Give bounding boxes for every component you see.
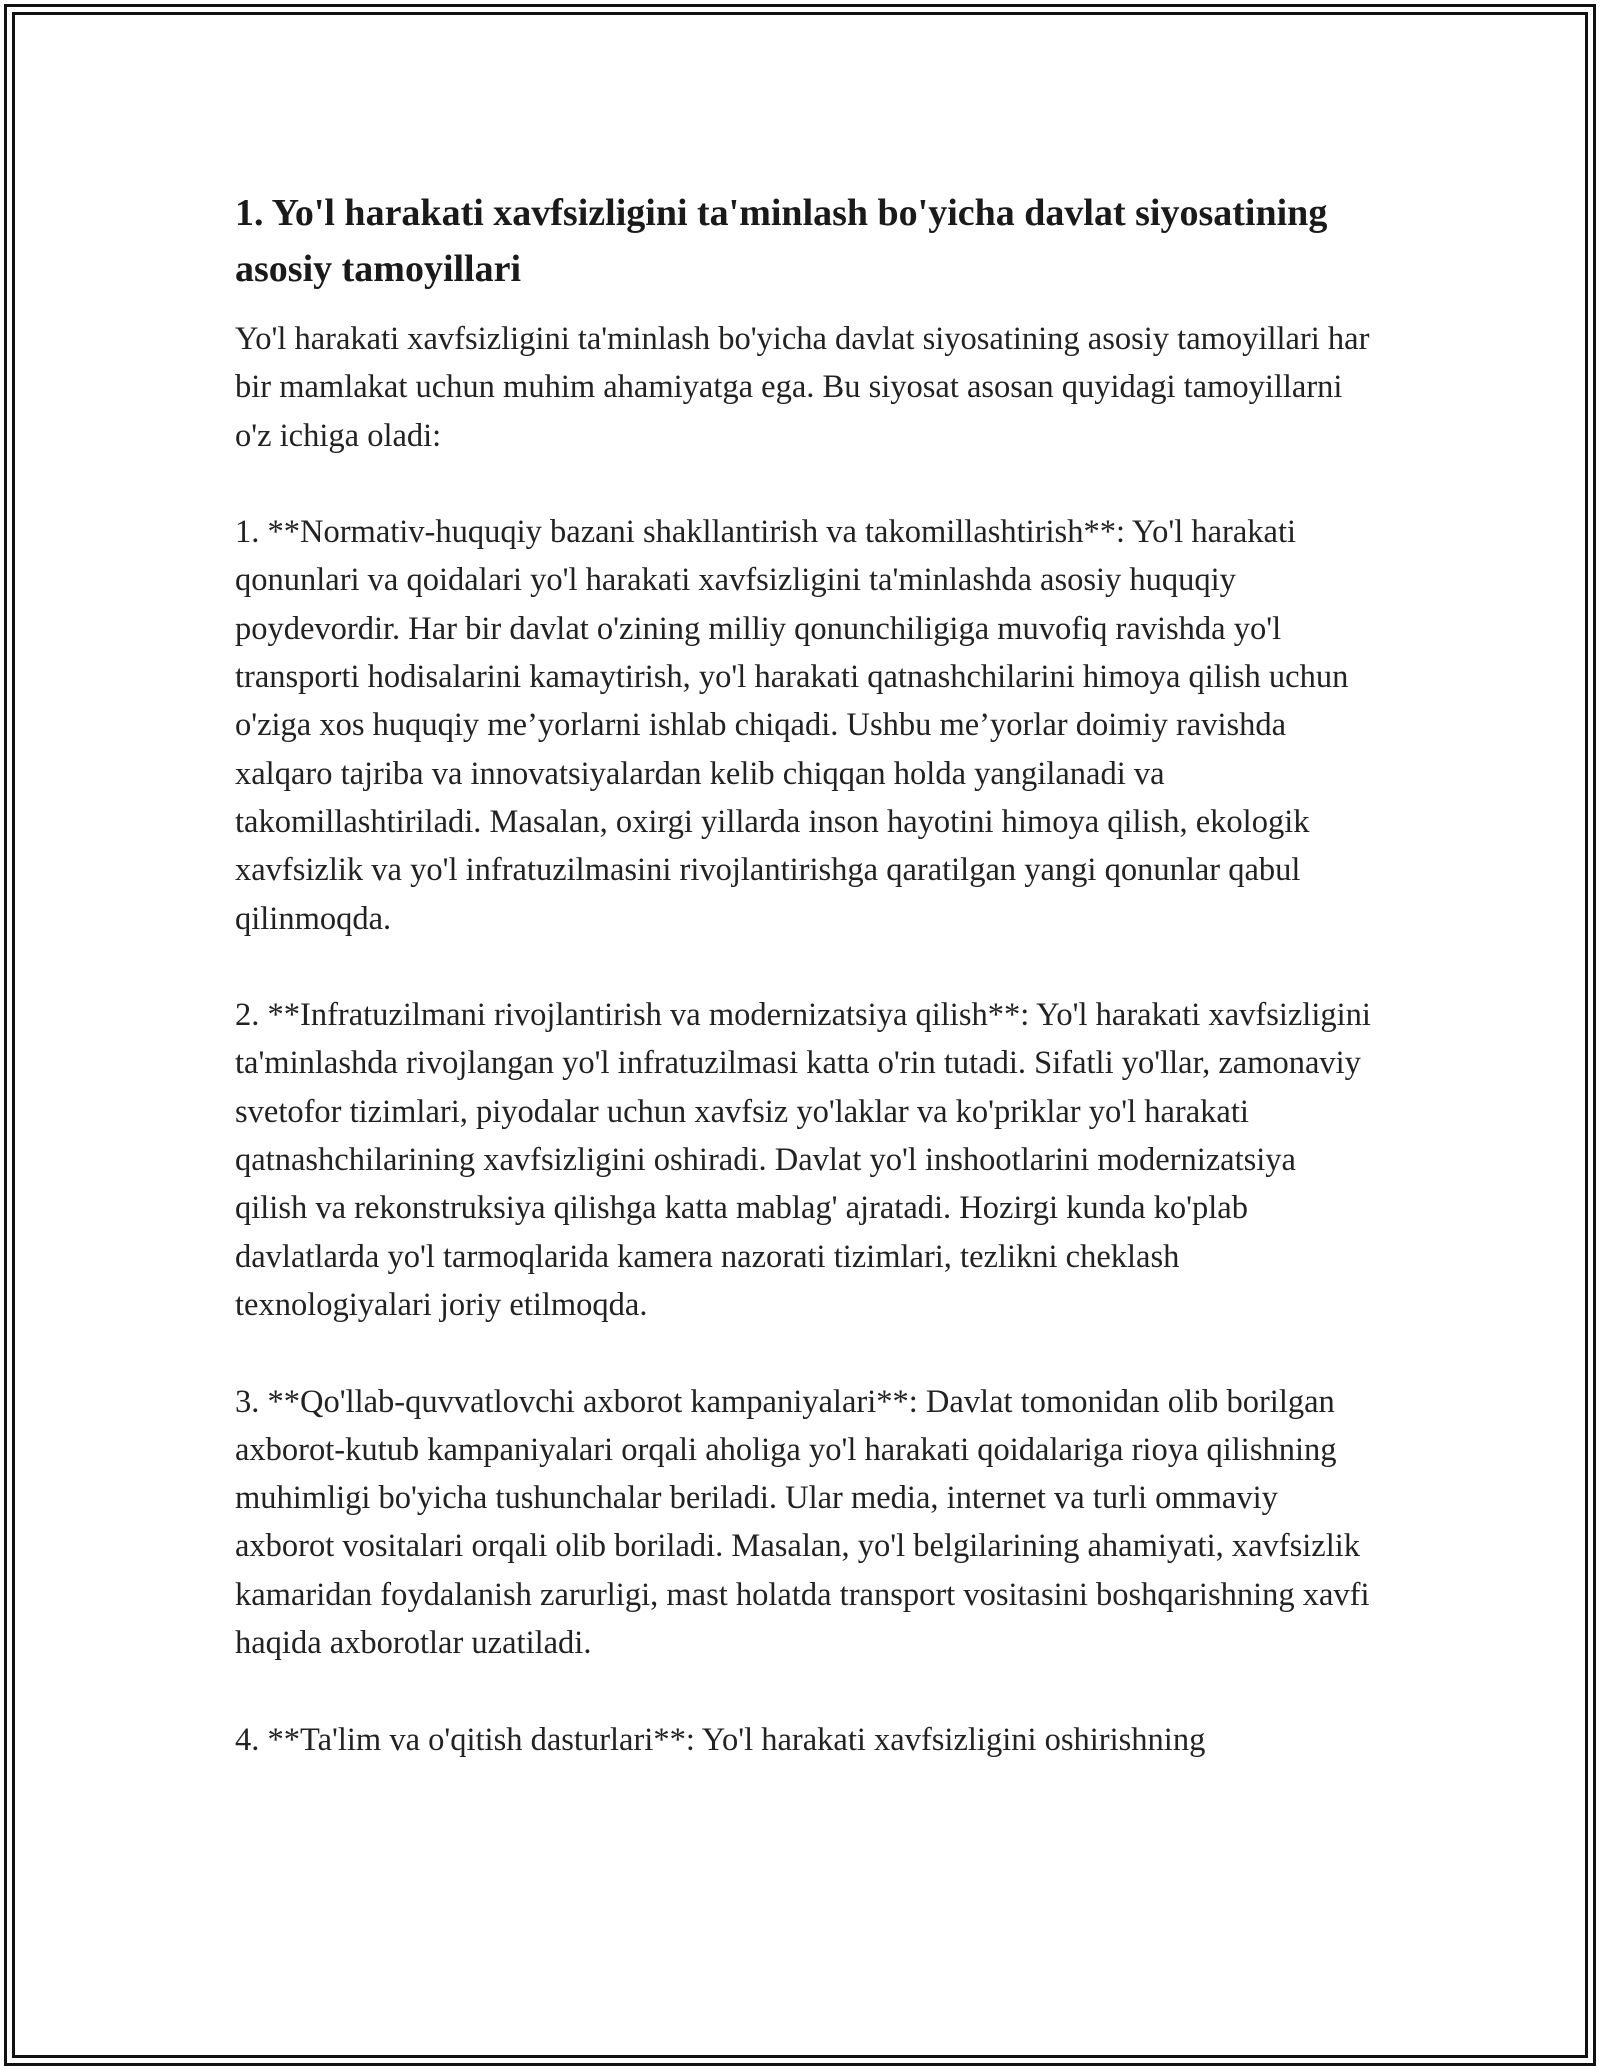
document-body [235,185,1375,1812]
document-title: 1. Yo'l harakati xavfsizligini ta'minlash bo'yicha davlat siyosatining asosiy tamoyillari [235,192,1328,290]
paragraph-item-2: 2. **Infratuzilmani rivojlantirish va modernizatsiya qilish**: Yo'l harakati xavfsizligini ta'minlashda rivojlangan yo'l infratuzilmasi katta o'rin tutadi. Sifatli yo'llar, zamonaviy svetofor tizimlari, piyodalar uchun xavfsiz yo'laklar va ko'priklar yo'l harakati qatnashchilarining xavfsizligini oshiradi. Davlat yo'l inshootlarini modernizatsiya qilish va rekonstruksiya qilishga katta mablag' ajratadi. Hozirgi kunda ko'plab davlatlarda yo'l tarmoqlarida kamera nazorati tizimlari, tezlikni cheklash texnologiyalari joriy etilmoqda. [235,997,1371,1323]
paragraph-item-1: 1. **Normativ-huquqiy bazani shakllantirish va takomillashtirish**: Yo'l harakati qonunlari va qoidalari yo'l harakati xavfsizligini ta'minlashda asosiy huquqiy poydevordir. Har bir davlat o'zining milliy qonunchiligiga muvofiq ravishda yo'l transporti hodisalarini kamaytirish, yo'l harakati qatnashchilarini himoya qilish uchun o'ziga xos huquqiy me’yorlarni ishlab chiqadi. Ushbu me’yorlar doimiy ravishda xalqaro tajriba va innovatsiyalardan kelib chiqqan holda yangilanadi va takomillashtiriladi. Masalan, oxirgi yillarda inson hayotini himoya qilish, ekologik xavfsizlik va yo'l infratuzilmasini rivojlantirishga qaratilgan yangi qonunlar qabul qilinmoqda. [235,514,1349,937]
paragraph-item-3: 3. **Qo'llab-quvvatlovchi axborot kampaniyalari**: Davlat tomonidan olib borilgan axborot-kutub kampaniyalari orqali aholiga yo'l harakati qoidalariga rioya qilishning muhimligi bo'yicha tushunchalar beriladi. Ular media, internet va turli ommaviy axborot vositalari orqali olib boriladi. Masalan, yo'l belgilarining ahamiyati, xavfsizlik kamaridan foydalanish zarurligi, mast holatda transport vositasini boshqarishning xavfi haqida axborotlar uzatiladi. [235,1383,1370,1662]
paragraph-item-4: 4. **Ta'lim va o'qitish dasturlari**: Yo'l harakati xavfsizligini oshirishning [235,1721,1206,1758]
paragraph-intro: Yo'l harakati xavfsizligini ta'minlash bo'yicha davlat siyosatining asosiy tamoyillari har bir mamlakat uchun muhim ahamiyatga ega. Bu siyosat asosan quyidagi tamoyillarni o'z ichiga oladi: [235,321,1370,454]
